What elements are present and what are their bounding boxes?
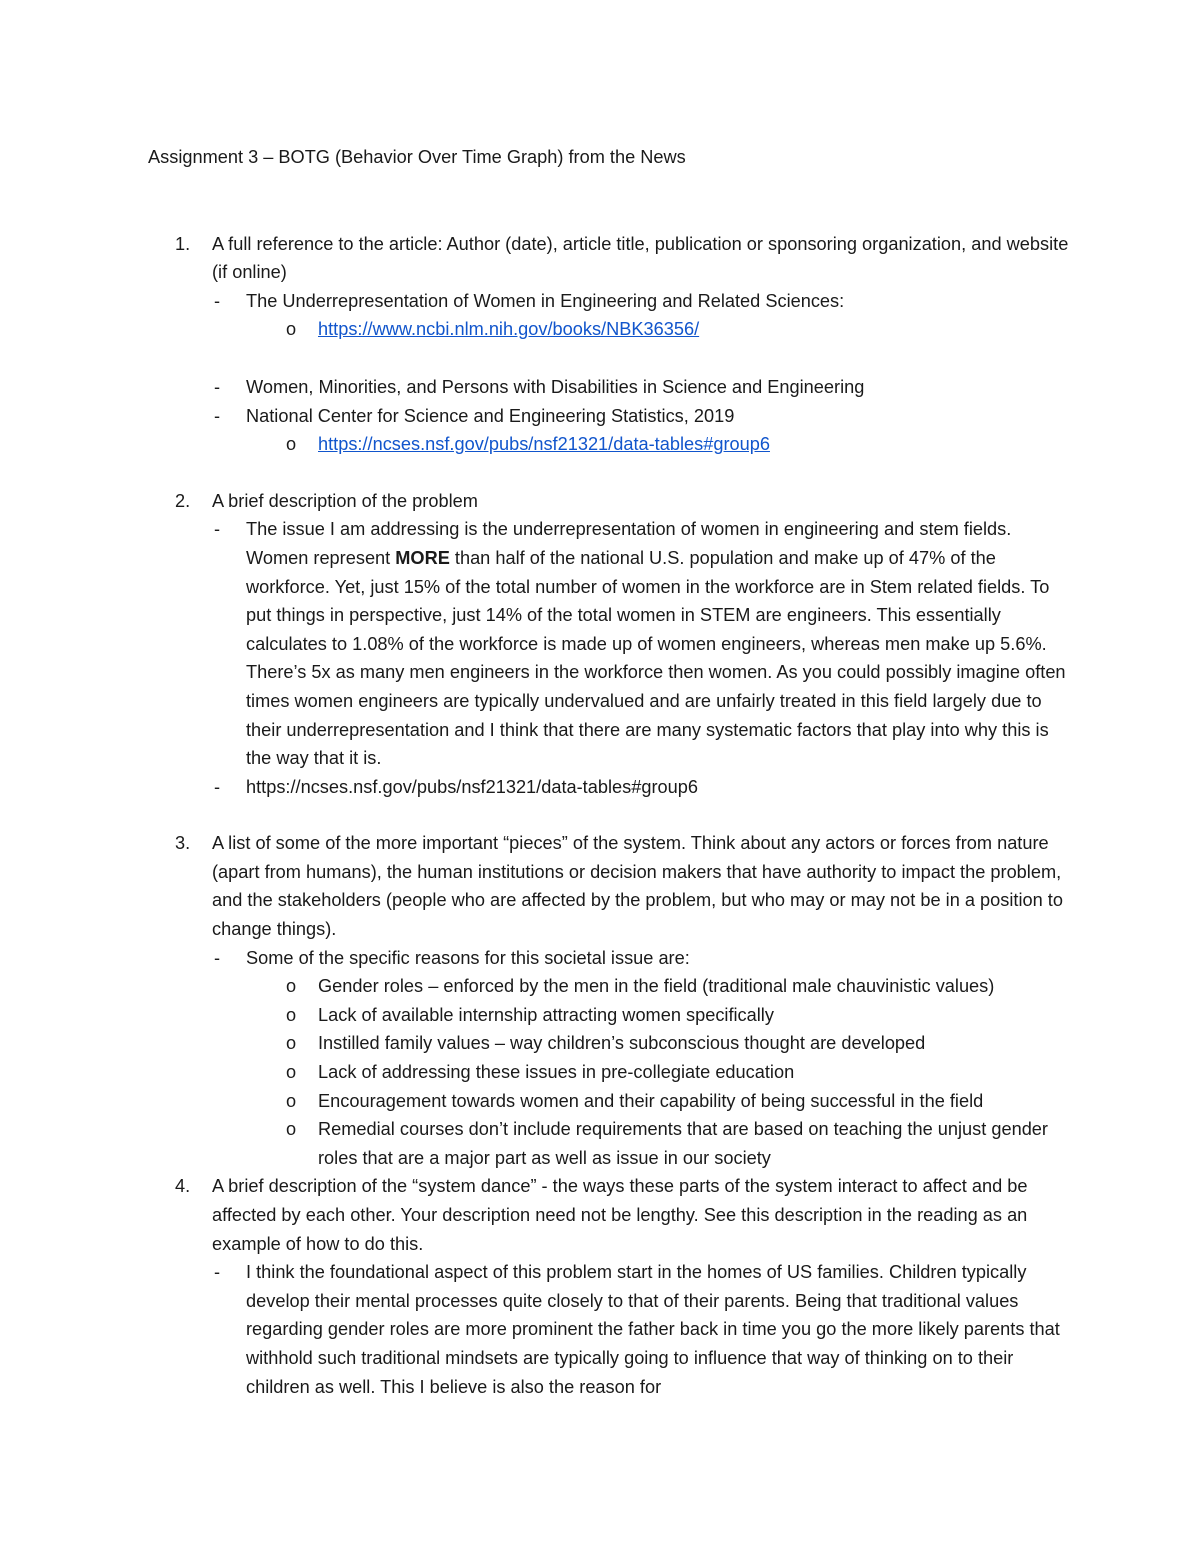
bullet-marker: o (286, 1119, 297, 1140)
section-2 (148, 487, 1070, 802)
reasons-intro: - Some of the specific reasons for this societal issue are: (212, 944, 1070, 973)
dash-marker: - (214, 776, 221, 797)
reason-item: o Instilled family values – way children’s subconscious thought are developed (212, 1029, 1070, 1058)
reference-1-link-item (212, 315, 1070, 344)
reference-2-link-item (212, 430, 1070, 459)
section-number: 2. (175, 490, 191, 511)
document-title: Assignment 3 – BOTG (Behavior Over Time Graph) from the News (148, 147, 686, 167)
section-number: 1. (175, 233, 191, 254)
emphasis-more: MORE (395, 547, 450, 568)
section-prompt: A brief description of the “system dance” - the ways these parts of the system interact to affect and be affected by each other. Your description need not be lengthy. See this description in the reading as an example of how to do this. (212, 1176, 1028, 1254)
reference-2-title: - Women, Minorities, and Persons with Disabilities in Science and Engineering (212, 373, 1070, 402)
reference-2-link[interactable]: https://ncses.nsf.gov/pubs/nsf21321/data-tables#group6 (318, 434, 770, 455)
section-number: 4. (175, 1176, 191, 1197)
section-prompt: A brief description of the problem (212, 490, 478, 511)
dash-marker: - (214, 376, 221, 397)
problem-description: - The issue I am addressing is the underrepresentation of women in engineering and stem fields. Women represent MORE than half of the national U.S. population and make up of 47% of the workforce. Yet, just 15% of the total number of women in the workforce are in Stem related fields. To put things in perspective, just 14% of the total women in STEM are engineers. This essentially calculates to 1.08% of the workforce is made up of women engineers, whereas men make up 5.6%. There’s 5x as many men engineers in the workforce then women. As you could possibly imagine often times women engineers are typically undervalued and are unfairly treated in this field largely due to their underrepresentation and I think that there are many systematic factors that play into why this is the way that it is. (212, 515, 1070, 772)
dash-marker: - (214, 947, 221, 968)
reason-item: o Lack of available internship attracting women specifically (212, 1001, 1070, 1030)
section-3 (148, 829, 1070, 1172)
reference-1-link[interactable]: https://www.ncbi.nlm.nih.gov/books/NBK36356/ (318, 319, 700, 340)
dash-marker: - (214, 405, 221, 426)
bullet-marker: o (286, 434, 297, 455)
bullet-marker: o (286, 1090, 297, 1111)
bullet-marker: o (286, 1033, 297, 1054)
section-4 (148, 1172, 1070, 1401)
bullet-marker: o (286, 1062, 297, 1083)
dash-marker: - (214, 1262, 221, 1283)
reason-item: o Remedial courses don’t include requirements that are based on teaching the unjust gender roles that are a major part as well as issue in our society (212, 1115, 1070, 1172)
section-number: 3. (175, 833, 191, 854)
reference-2-org: - National Center for Science and Engineering Statistics, 2019 (212, 402, 1070, 431)
bullet-marker: o (286, 1004, 297, 1025)
dash-marker: - (214, 290, 221, 311)
reference-1-title: - The Underrepresentation of Women in Engineering and Related Sciences: (212, 287, 1070, 316)
system-dance-description: - I think the foundational aspect of this problem start in the homes of US families. Children typically develop their mental processes quite closely to that of their parents. Being that traditional values regarding gender roles are more prominent the father back in time you go the more likely parents that withhold such traditional mindsets are typically going to influence that way of thinking on to their children as well. This I believe is also the reason for (212, 1258, 1070, 1401)
bullet-marker: o (286, 319, 297, 340)
reason-item: o Gender roles – enforced by the men in the field (traditional male chauvinistic values) (212, 972, 1070, 1001)
reason-item: o Encouragement towards women and their capability of being successful in the field (212, 1087, 1070, 1116)
problem-source: - https://ncses.nsf.gov/pubs/nsf21321/data-tables#group6 (212, 773, 1070, 802)
section-prompt: A full reference to the article: Author (date), article title, publication or sponsoring organization, and website (if online) (212, 233, 1069, 283)
reason-item: o Lack of addressing these issues in pre-collegiate education (212, 1058, 1070, 1087)
section-prompt: A list of some of the more important “pieces” of the system. Think about any actors or forces from nature (apart from humans), the human institutions or decision makers that have authority to impact the problem, and the stakeholders (people who are affected by the problem, but who may or may not be in a position to change things). (212, 833, 1063, 940)
section-1 (148, 230, 1070, 459)
bullet-marker: o (286, 976, 297, 997)
dash-marker: - (214, 519, 221, 540)
